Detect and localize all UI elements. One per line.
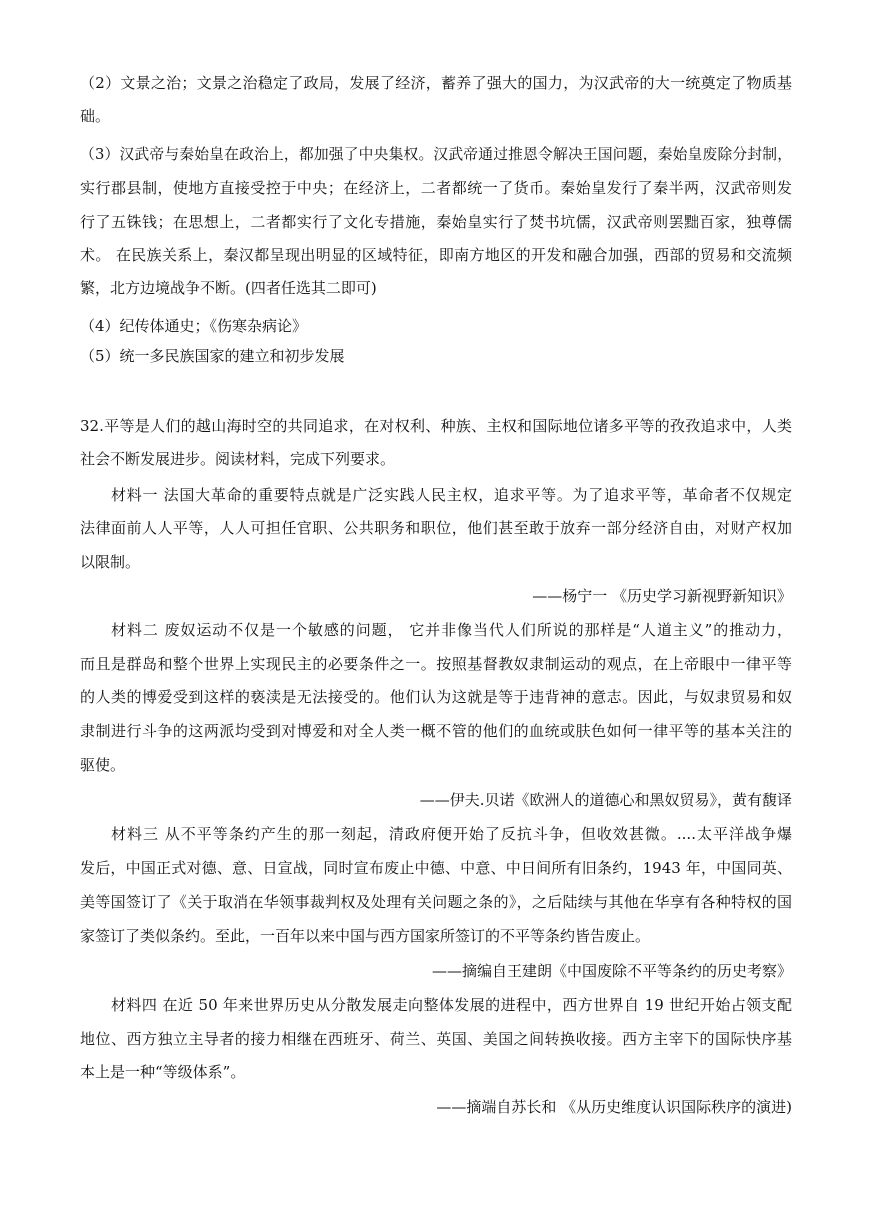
material-3-line-1: 材料三 从不平等条约产生的那一刻起，清政府便开始了反抗斗争，但收效甚微。....太平洋战争爆 [111,825,792,843]
material-2-line-5: 驱使。 [80,756,126,774]
material-2-line-4: 隶制进行斗争的这两派均受到对博爱和对全人类一概不管的他们的血统或肤色如何一律平等的基本关注的 [80,722,792,740]
question-32-stem-line-2: 社会不断发展进步。阅读材料，完成下列要求。 [80,450,396,468]
answer-3-line-4: 术。 在民族关系上，秦汉都呈现出明显的区域特征，即南方地区的开发和融合加强，西部的贸易和交流频 [80,246,792,264]
material-2-source: ——伊夫.贝诺《欧洲人的道德心和黑奴贸易》，黄有馥译 [419,791,792,809]
material-2-line-2: 而且是群岛和整个世界上实现民主的必要条件之一。按照基督教奴隶制运动的观点，在上帝眼中一律平等 [80,655,792,673]
answer-4: （4）纪传体通史；《伤寒杂病论》 [80,317,308,335]
answer-2-line-1: （2）文景之治；文景之治稳定了政局，发展了经济，蓄养了强大的国力，为汉武帝的大一统奠定了物质基 [80,74,792,92]
material-4-source: ——摘端自苏长和 《从历史维度认识国际秩序的演进) [436,1098,792,1116]
answer-3-line-2: 实行郡县制，使地方直接受控于中央；在经济上，二者都统一了货币。秦始皇发行了秦半两，汉武帝则发 [80,179,792,197]
material-1-line-1: 材料一 法国大革命的重要特点就是广泛实践人民主权，追求平等。为了追求平等，革命者不仅规定 [111,486,792,504]
material-1-source: ——杨宁一 《历史学习新视野新知识》 [532,587,792,605]
material-1-line-2: 法律面前人人平等，人人可担任官职、公共职务和职位，他们甚至敢于放弃一部分经济自由，对财产权加 [80,519,792,537]
material-2-line-3: 的人类的博爱受到这样的亵渎是无法接受的。他们认为这就是等于违背神的意志。因此，与奴隶贸易和奴 [80,688,792,706]
answer-3-line-1: （3）汉武帝与秦始皇在政治上，都加强了中央集权。汉武帝通过推恩令解决王国问题，秦始皇废除分封制， [80,146,792,163]
material-3-line-3: 美等国签订了《关于取消在华领事裁判权及处理有关问题之条的》，之后陆续与其他在华享有各种特权的国 [80,893,792,911]
material-2-line-1: 材料二 废奴运动不仅是一个敏感的问题， 它并非像当代人们所说的那样是“人道主义”的推动力， [111,621,792,639]
answer-5: （5）统一多民族国家的建立和初步发展 [80,347,345,365]
material-4-line-1: 材料四 在近 50 年来世界历史从分散发展走向整体发展的进程中，西方世界自 19 世纪开始占领支配 [111,996,792,1014]
material-3-line-2: 发后，中国正式对德、意、日宣战，同时宣布废止中德、中意、中日间所有旧条约，1943 年，中国同英、 [80,859,792,877]
material-4-line-2: 地位、西方独立主导者的接力相继在西班牙、荷兰、英国、美国之间转换收接。西方主宰下的国际快序基 [80,1030,792,1048]
material-3-source: ——摘编自王建朗《中国废除不平等条约的历史考察》 [431,962,792,980]
material-1-line-3: 以限制。 [80,553,141,571]
material-3-line-4: 家签订了类似条约。至此，一百年以来中国与西方国家所签订的不平等条约皆告废止。 [80,927,651,945]
answer-2-line-2: 础。 [80,107,111,125]
answer-3-line-3: 行了五铢钱；在思想上，二者都实行了文化专措施，秦始皇实行了焚书坑儒，汉武帝则罢黜百家，独尊儒 [80,213,792,231]
question-32-stem-line-1: 32.平等是人们的越山海时空的共同追求，在对权利、种族、主权和国际地位诸多平等的孜孜追求中，人类 [80,417,792,435]
material-4-line-3: 本上是一种“等级体系”。 [80,1063,246,1081]
answer-3-line-5: 繁，北方边境战争不断。(四者任选其二即可) [80,279,377,297]
